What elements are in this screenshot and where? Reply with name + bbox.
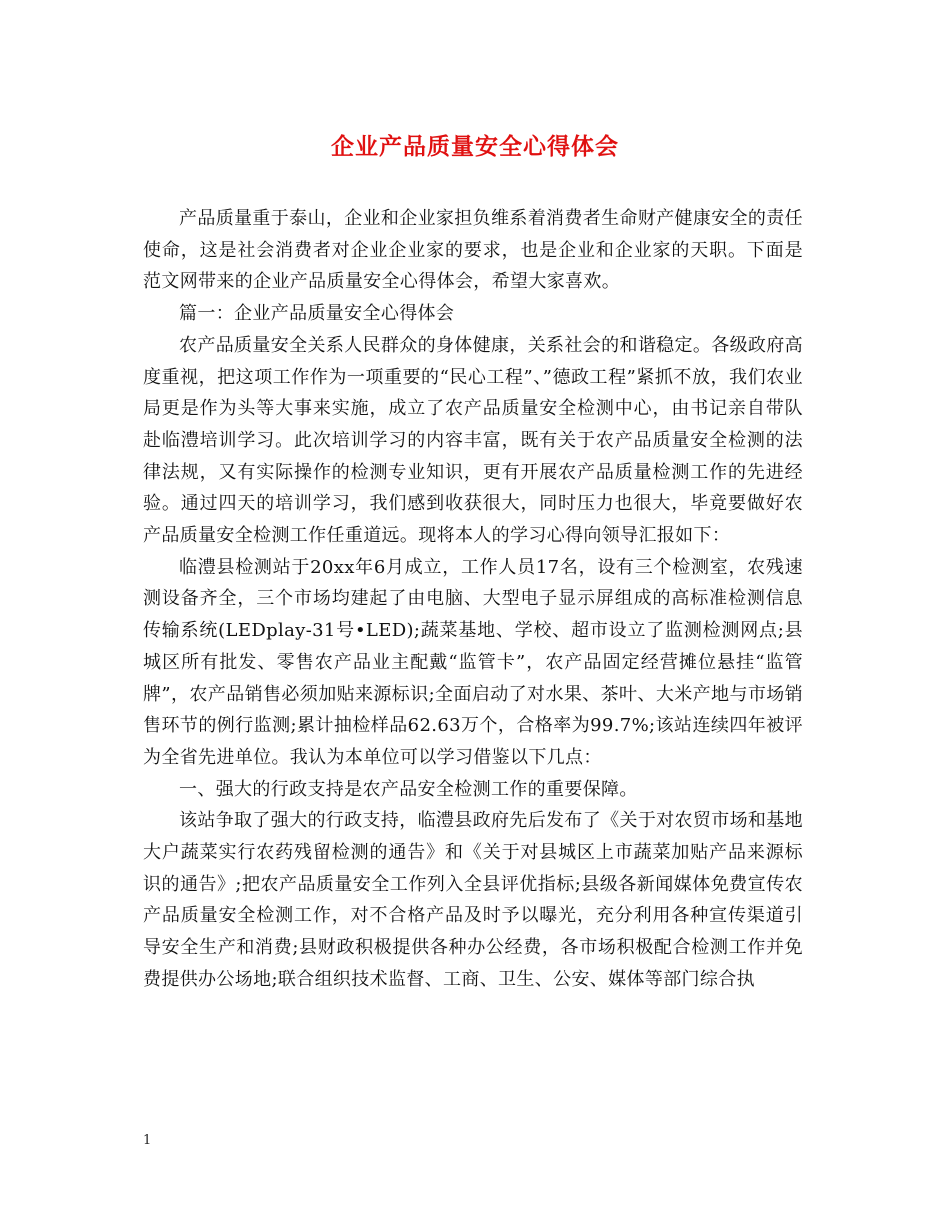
document-title: 企业产品质量安全心得体会 <box>331 133 619 160</box>
paragraph-point-one-detail: 该站争取了强大的行政支持，临澧县政府先后发布了《关于对农贸市场和基地大户蔬菜实行农药残留检测的通告》和《关于对县城区上市蔬菜加贴产品来源标识的通告》;把农产品质量安全工作列入全县评优指标;县级各新闻媒体免费宣传农产品质量安全检测工作，对不合格产品及时予以曝光，充分利用各种宣传渠道引导安全生产和消费;县财政积极提供各种办公经费，各市场积极配合检测工作并免费提供办公场地;联合组织技术监督、工商、卫生、公安、媒体等部门综合执 <box>143 810 803 990</box>
page-number: 1 <box>143 1133 152 1148</box>
paragraph-background: 农产品质量安全关系人民群众的身体健康，关系社会的和谐稳定。各级政府高度重视，把这项工作作为一项重要的“民心工程”、”德政工程”紧抓不放，我们农业局更是作为头等大事来实施，成立了农产品质量安全检测中心，由书记亲自带队赴临澧培训学习。此次培训学习的内容丰富，既有关于农产品质量安全检测的法律法规，又有实际操作的检测专业知识，更有开展农产品质量检测工作的先进经验。通过四天的培训学习，我们感到收获很大，同时压力也很大，毕竟要做好农产品质量安全检测工作任重道远。现将本人的学习心得向领导汇报如下： <box>143 334 803 547</box>
paragraph-station-overview: 临澧县检测站于20xx年6月成立，工作人员17名，设有三个检测室，农残速测设备齐全，三个市场均建起了由电脑、大型电子显示屏组成的高标准检测信息传输系统(LEDplay-31号•LED);蔬菜基地、学校、超市设立了监测检测网点;县城区所有批发、零售农产品业主配戴“监管卡”，农产品固定经营摊位悬挂“监管牌”，农产品销售必须加贴来源标识;全面启动了对水果、茶叶、大米产地与市场销售环节的例行监测;累计抽检样品62.63万个，合格率为99.7%;该站连续四年被评为全省先进单位。我认为本单位可以学习借鉴以下几点： <box>143 556 803 768</box>
paragraph-point-one-heading: 一、强大的行政支持是农产品安全检测工作的重要保障。 <box>179 778 638 800</box>
document-body <box>143 203 803 996</box>
paragraph-section-heading: 篇一：企业产品质量安全心得体会 <box>179 303 455 325</box>
paragraph-intro: 产品质量重于泰山，企业和企业家担负维系着消费者生命财产健康安全的责任使命，这是社会消费者对企业企业家的要求，也是企业和企业家的天职。下面是范文网带来的企业产品质量安全心得体会，希望大家喜欢。 <box>143 208 803 293</box>
